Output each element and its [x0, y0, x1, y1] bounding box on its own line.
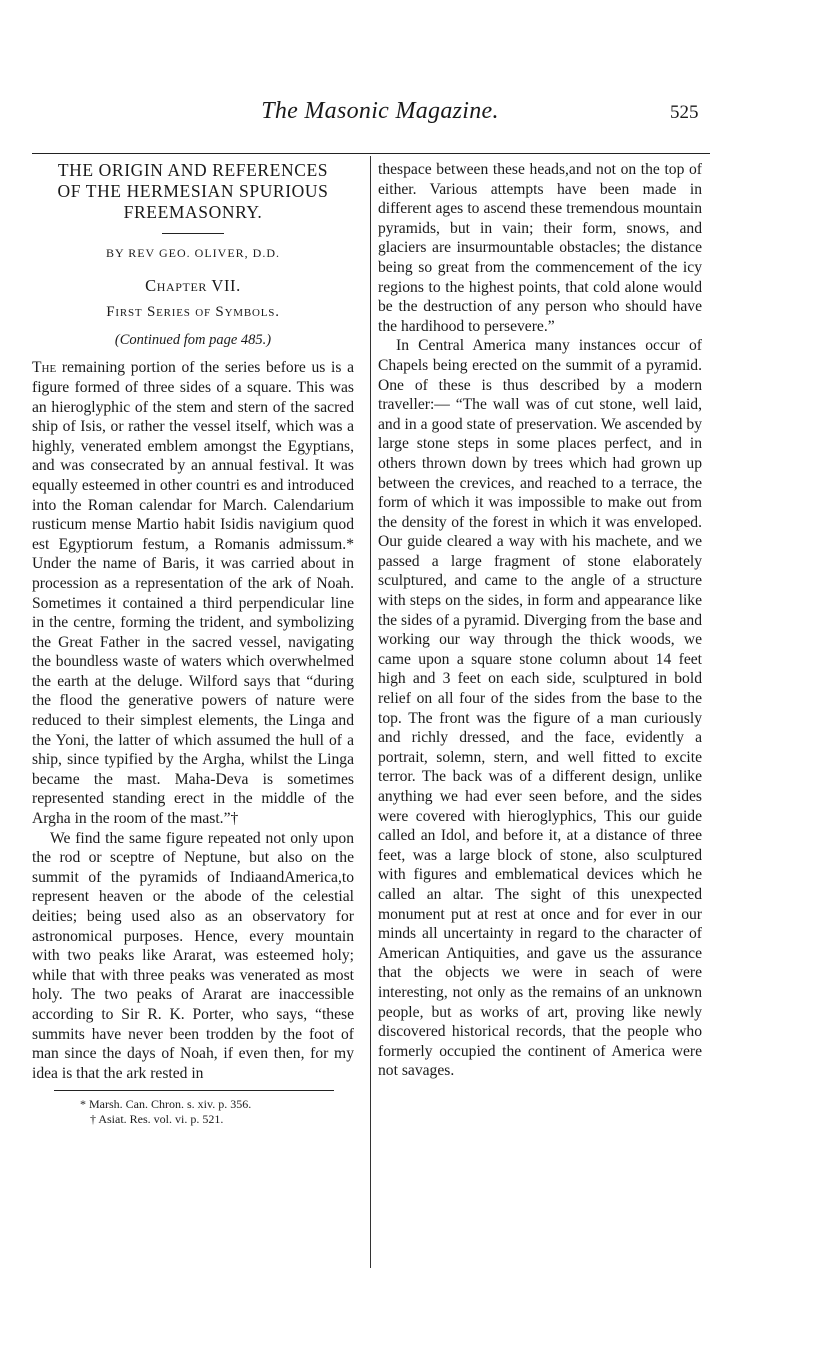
right-column — [378, 160, 702, 1081]
header-rule — [32, 153, 710, 154]
footnote-2: † Asiat. Res. vol. vi. p. 521. — [90, 1112, 224, 1127]
column-divider — [370, 156, 371, 1268]
left-paragraph-1-body: remaining portion of the series before us is a figure formed of three sides of a square. This was an hieroglyphic of the stem and stern of the sacred ship of Isis, or rather the vessel itself, which was a highly, venerated emblem amongst the Egyptians, and was consecrated by an annual festival. It was equally esteemed in other countri es and introduced into the Roman calendar for March. Calendarium rusticum mense Martio habit Isidis navigium quod est Egyptiorum festum, a Romanis admissum.* Under the name of Baris, it was carried about in procession as a representation of the ark of Noah. Sometimes it contained a third perpendicular line in the centre, forming the trident, and symbolizing the Great Father in the sacred vessel, navigating the boundless waste of waters which overwhelmed the earth at the deluge. Wilford says that “during the flood the generative powers of nature were reduced to their simplest elements, the Linga and the Yoni, the latter of which assumed the hull of a ship, since typified by the Argha, whilst the Linga became the mast. Maha-Deva is sometimes represented standing erect in the middle of the Argha in the room of the mast.”† — [32, 359, 354, 828]
chapter-heading: Chapter VII. — [145, 275, 241, 295]
page-number: 525 — [670, 102, 699, 123]
article-title — [32, 160, 354, 223]
left-paragraph-1 — [32, 358, 354, 828]
footnote-1: * Marsh. Can. Chron. s. xiv. p. 356. — [80, 1097, 252, 1112]
title-rule — [162, 233, 224, 234]
right-paragraph-1: thespace between these heads,and not on the top of either. Various attempts have been made in different ages to ascend these tremendous mountain pyramids, but in vain; their form, snows, and glaciers are insurmountable obstacles; the distance being so great from the commencement of the icy regions to the highest points, that cold alone would be the destruction of any person who should have the hardihood to persevere.” — [378, 161, 702, 335]
article-title-line-2: OF THE HERMESIAN SPURIOUS — [57, 181, 329, 201]
magazine-title: The Masonic Magazine. — [261, 98, 499, 124]
left-column — [32, 160, 354, 1127]
paragraph-lead-word: The — [32, 359, 57, 377]
byline: BY REV GEO. OLIVER, D.D. — [106, 246, 280, 260]
page-header — [30, 98, 710, 138]
series-heading: First Series of Symbols. — [106, 304, 280, 321]
left-paragraph-2: We find the same figure repeated not only upon the rod or sceptre of Neptune, but also on the summit of the pyramids of IndiaandAmerica,to represent heaven or the abode of the celestial deities; being used also as an observatory for astronomical purposes. Hence, every mountain with two peaks like Ararat, was esteemed holy; while that with three peaks was venerated as most holy. The two peaks of Ararat are inaccessible according to Sir R. K. Porter, who says, “these summits have never been trodden by the foot of man since the days of Noah, if even then, for my idea is that the ark rested in — [32, 829, 354, 1082]
article-title-line-1: THE ORIGIN AND REFERENCES — [57, 160, 329, 180]
article-title-line-3: FREEMASONRY. — [123, 202, 263, 222]
right-paragraph-2: In Central America many instances occur of Chapels being erected on the summit of a pyramid. One of these is thus described by a modern traveller:— “The wall was of cut stone, well laid, and in a good state of preservation. We ascended by large stone steps in some places perfect, and in others thrown down by trees which had grown up between the crevices, and reached to a terrace, the form of which it was impossible to make out from the density of the forest in which it was enveloped. Our guide cleared a way with his machete, and we passed a large fragment of stone elaborately sculptured, and came to the angle of a structure with steps on the sides, in form and appearance like the sides of a pyramid. Diverging from the base and working our way through the thick woods, we came upon a square stone column about 14 feet high and 3 feet on each side, sculptured in bold relief on all four of the sides from the base to the top. The front was the figure of a man curiously and richly dressed, and the face, evidently a portrait, solemn, stern, and well fitted to excite terror. The back was of a different design, unlike anything we had ever seen before, and the sides were covered with hieroglyphics, This our guide called an Idol, and before it, at a distance of three feet, was a large block of stone, also sculptured with figures and emblematical devices which he called an altar. The sight of this unexpected monument put at rest at once and for ever in our minds all uncertainty in regard to the character of American Antiquities, and gave us the assurance that the objects we were in seach of were interesting, not only as the remains of an unknown people, but as works of art, proving like newly discovered historical records, that the people who formerly occupied the continent of America were not savages. — [378, 337, 702, 1080]
footnote-rule — [54, 1090, 334, 1091]
continued-note: (Continued fom page 485.) — [114, 331, 272, 348]
